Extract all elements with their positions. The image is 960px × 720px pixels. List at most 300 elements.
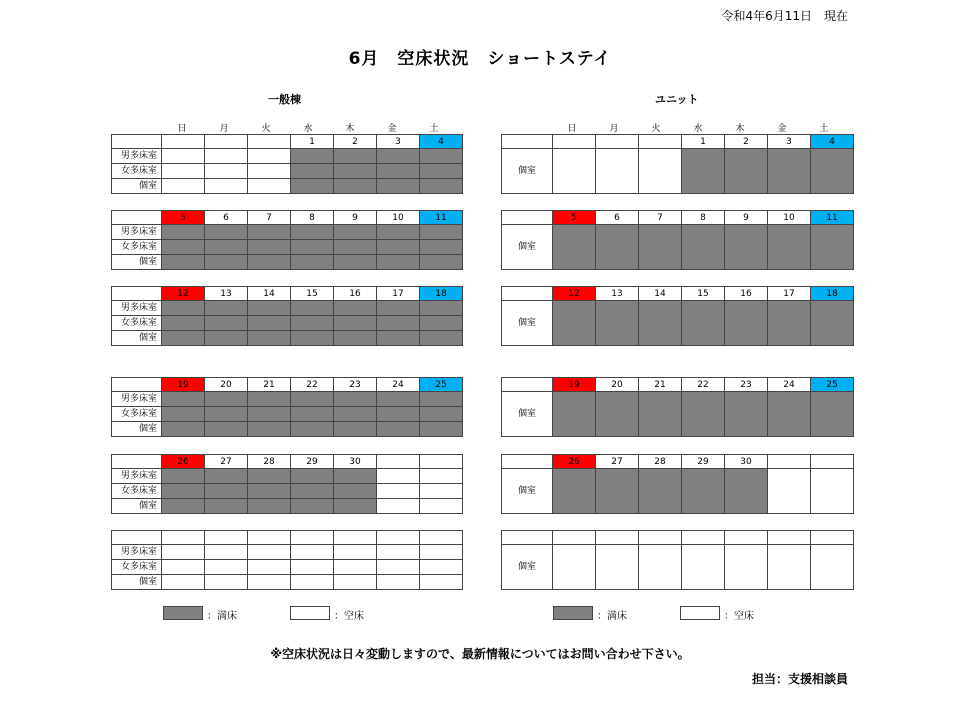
room-type-label: 男多床室	[112, 545, 162, 560]
full-bed-cell	[162, 316, 205, 331]
day-number-cell	[553, 531, 596, 545]
vacant-bed-cell	[248, 164, 291, 179]
full-bed-cell	[248, 499, 291, 514]
full-bed-cell	[377, 149, 420, 164]
general-week-table	[111, 286, 463, 346]
room-type-label: 個室	[112, 499, 162, 514]
day-number-cell	[205, 531, 248, 545]
full-bed-cell	[420, 392, 463, 407]
full-bed-cell	[162, 392, 205, 407]
day-number-cell	[639, 531, 682, 545]
full-bed-cell	[291, 179, 334, 194]
legend-full-label: ：満床	[207, 611, 237, 622]
day-number-cell: 20	[596, 378, 639, 392]
day-number-cell	[420, 455, 463, 469]
day-number-cell: 27	[205, 455, 248, 469]
day-number-cell: 30	[334, 455, 377, 469]
header-blank-cell	[112, 378, 162, 392]
full-bed-cell	[725, 392, 768, 437]
full-bed-cell	[682, 225, 725, 270]
unit-week-table	[501, 134, 854, 194]
full-bed-cell	[811, 301, 854, 346]
vacant-bed-cell	[420, 469, 463, 484]
day-number-cell: 8	[682, 211, 725, 225]
day-number-cell	[248, 531, 291, 545]
day-number-cell: 15	[682, 287, 725, 301]
unit-week-table	[501, 454, 854, 514]
vacant-bed-cell	[334, 545, 377, 560]
full-bed-cell	[205, 301, 248, 316]
full-bed-cell	[377, 179, 420, 194]
header-blank-cell	[502, 378, 553, 392]
full-bed-cell	[291, 422, 334, 437]
day-number-cell	[768, 455, 811, 469]
day-number-cell: 5	[162, 211, 205, 225]
vacant-bed-cell	[768, 469, 811, 514]
day-number-cell	[377, 455, 420, 469]
full-bed-cell	[248, 255, 291, 270]
header-blank-cell	[502, 135, 553, 149]
full-bed-cell	[377, 422, 420, 437]
vacant-bed-cell	[420, 499, 463, 514]
full-bed-cell	[248, 392, 291, 407]
general-week-table	[111, 454, 463, 514]
header-blank-cell	[112, 287, 162, 301]
header-blank-cell	[112, 455, 162, 469]
day-number-cell: 4	[420, 135, 463, 149]
vacant-bed-cell	[811, 469, 854, 514]
room-type-label: 女多床室	[112, 407, 162, 422]
weekday-label: 土	[819, 124, 829, 134]
vacant-bed-cell	[377, 575, 420, 590]
full-bed-cell	[248, 422, 291, 437]
full-bed-cell	[334, 422, 377, 437]
day-number-cell	[420, 531, 463, 545]
full-bed-cell	[768, 301, 811, 346]
full-bed-cell	[334, 331, 377, 346]
day-number-cell: 13	[596, 287, 639, 301]
legend-empty-swatch	[290, 606, 330, 620]
vacant-bed-cell	[768, 545, 811, 590]
full-bed-cell	[596, 225, 639, 270]
room-type-label: 個室	[502, 469, 553, 514]
full-bed-cell	[420, 255, 463, 270]
vacant-bed-cell	[639, 545, 682, 590]
full-bed-cell	[420, 407, 463, 422]
full-bed-cell	[334, 255, 377, 270]
full-bed-cell	[420, 422, 463, 437]
vacant-bed-cell	[248, 149, 291, 164]
full-bed-cell	[725, 301, 768, 346]
full-bed-cell	[553, 225, 596, 270]
full-bed-cell	[248, 240, 291, 255]
full-bed-cell	[248, 484, 291, 499]
day-number-cell	[682, 531, 725, 545]
full-bed-cell	[291, 301, 334, 316]
day-number-cell: 15	[291, 287, 334, 301]
full-bed-cell	[162, 484, 205, 499]
full-bed-cell	[553, 392, 596, 437]
room-type-label: 個室	[502, 225, 553, 270]
full-bed-cell	[768, 225, 811, 270]
day-number-cell: 18	[811, 287, 854, 301]
full-bed-cell	[596, 469, 639, 514]
general-week-table	[111, 210, 463, 270]
room-type-label: 男多床室	[112, 225, 162, 240]
room-type-label: 男多床室	[112, 149, 162, 164]
vacant-bed-cell	[553, 149, 596, 194]
weekday-label: 火	[261, 124, 271, 134]
day-number-cell: 5	[553, 211, 596, 225]
room-type-label: 女多床室	[112, 316, 162, 331]
full-bed-cell	[291, 164, 334, 179]
full-bed-cell	[248, 407, 291, 422]
day-number-cell: 14	[639, 287, 682, 301]
vacant-bed-cell	[553, 545, 596, 590]
full-bed-cell	[205, 392, 248, 407]
day-number-cell: 19	[162, 378, 205, 392]
vacant-bed-cell	[334, 575, 377, 590]
day-number-cell: 3	[377, 135, 420, 149]
vacant-bed-cell	[205, 545, 248, 560]
room-type-label: 個室	[502, 301, 553, 346]
full-bed-cell	[639, 469, 682, 514]
weekday-label: 金	[387, 124, 397, 134]
full-bed-cell	[420, 240, 463, 255]
full-bed-cell	[420, 164, 463, 179]
general-week-table	[111, 377, 463, 437]
room-type-label: 個室	[112, 575, 162, 590]
day-number-cell: 2	[725, 135, 768, 149]
full-bed-cell	[248, 316, 291, 331]
full-bed-cell	[291, 225, 334, 240]
full-bed-cell	[334, 316, 377, 331]
day-number-cell: 24	[768, 378, 811, 392]
full-bed-cell	[377, 240, 420, 255]
full-bed-cell	[291, 149, 334, 164]
day-number-cell: 10	[377, 211, 420, 225]
day-number-cell: 16	[725, 287, 768, 301]
vacant-bed-cell	[596, 545, 639, 590]
vacant-bed-cell	[248, 560, 291, 575]
vacant-bed-cell	[162, 164, 205, 179]
day-number-cell: 23	[725, 378, 768, 392]
full-bed-cell	[377, 392, 420, 407]
vacant-bed-cell	[420, 484, 463, 499]
day-number-cell: 29	[291, 455, 334, 469]
weekday-label: 水	[303, 124, 313, 134]
day-number-cell: 1	[682, 135, 725, 149]
vacant-bed-cell	[420, 575, 463, 590]
weekday-label: 月	[609, 124, 619, 134]
vacant-bed-cell	[377, 499, 420, 514]
legend-empty-label: ：空床	[334, 611, 364, 622]
weekday-label: 月	[219, 124, 229, 134]
day-number-cell	[205, 135, 248, 149]
full-bed-cell	[553, 301, 596, 346]
full-bed-cell	[377, 407, 420, 422]
full-bed-cell	[291, 484, 334, 499]
full-bed-cell	[291, 331, 334, 346]
full-bed-cell	[162, 499, 205, 514]
full-bed-cell	[205, 484, 248, 499]
day-number-cell	[162, 135, 205, 149]
full-bed-cell	[334, 225, 377, 240]
full-bed-cell	[162, 301, 205, 316]
full-bed-cell	[420, 225, 463, 240]
day-number-cell: 4	[811, 135, 854, 149]
full-bed-cell	[162, 255, 205, 270]
full-bed-cell	[334, 469, 377, 484]
vacant-bed-cell	[162, 545, 205, 560]
day-number-cell	[811, 531, 854, 545]
day-number-cell: 17	[768, 287, 811, 301]
day-number-cell: 24	[377, 378, 420, 392]
legend-full-swatch	[553, 606, 593, 620]
section-title-general: 一般棟	[268, 93, 301, 106]
full-bed-cell	[334, 392, 377, 407]
full-bed-cell	[596, 392, 639, 437]
day-number-cell: 9	[725, 211, 768, 225]
vacant-bed-cell	[205, 575, 248, 590]
day-number-cell: 18	[420, 287, 463, 301]
full-bed-cell	[811, 149, 854, 194]
contact-person: 担当：支援相談員	[751, 672, 848, 686]
full-bed-cell	[334, 149, 377, 164]
day-number-cell	[248, 135, 291, 149]
day-number-cell: 1	[291, 135, 334, 149]
full-bed-cell	[334, 407, 377, 422]
full-bed-cell	[205, 255, 248, 270]
full-bed-cell	[596, 301, 639, 346]
full-bed-cell	[291, 255, 334, 270]
vacant-bed-cell	[205, 179, 248, 194]
day-number-cell	[553, 135, 596, 149]
full-bed-cell	[248, 225, 291, 240]
day-number-cell: 16	[334, 287, 377, 301]
room-type-label: 個室	[112, 255, 162, 270]
header-blank-cell	[112, 135, 162, 149]
vacant-bed-cell	[420, 560, 463, 575]
day-number-cell	[596, 135, 639, 149]
full-bed-cell	[334, 301, 377, 316]
day-number-cell: 3	[768, 135, 811, 149]
full-bed-cell	[377, 301, 420, 316]
vacant-bed-cell	[596, 149, 639, 194]
full-bed-cell	[420, 331, 463, 346]
full-bed-cell	[334, 484, 377, 499]
full-bed-cell	[248, 301, 291, 316]
vacant-bed-cell	[248, 179, 291, 194]
day-number-cell: 7	[639, 211, 682, 225]
weekday-label: 日	[177, 124, 187, 134]
room-type-label: 男多床室	[112, 469, 162, 484]
full-bed-cell	[162, 225, 205, 240]
full-bed-cell	[420, 179, 463, 194]
current-date: 令和4年6月11日 現在	[721, 9, 848, 23]
vacant-bed-cell	[205, 164, 248, 179]
vacant-bed-cell	[420, 545, 463, 560]
full-bed-cell	[162, 331, 205, 346]
day-number-cell: 12	[553, 287, 596, 301]
day-number-cell: 21	[639, 378, 682, 392]
full-bed-cell	[205, 499, 248, 514]
full-bed-cell	[768, 149, 811, 194]
full-bed-cell	[334, 164, 377, 179]
vacant-bed-cell	[162, 149, 205, 164]
full-bed-cell	[682, 301, 725, 346]
room-type-label: 個室	[502, 392, 553, 437]
day-number-cell: 9	[334, 211, 377, 225]
full-bed-cell	[205, 331, 248, 346]
room-type-label: 個室	[112, 422, 162, 437]
day-number-cell: 19	[553, 378, 596, 392]
room-type-label: 女多床室	[112, 560, 162, 575]
full-bed-cell	[291, 407, 334, 422]
full-bed-cell	[248, 331, 291, 346]
full-bed-cell	[377, 255, 420, 270]
day-number-cell	[291, 531, 334, 545]
full-bed-cell	[725, 149, 768, 194]
full-bed-cell	[248, 469, 291, 484]
day-number-cell: 27	[596, 455, 639, 469]
header-blank-cell	[502, 455, 553, 469]
day-number-cell: 29	[682, 455, 725, 469]
full-bed-cell	[334, 179, 377, 194]
vacant-bed-cell	[248, 575, 291, 590]
day-number-cell: 6	[205, 211, 248, 225]
full-bed-cell	[334, 240, 377, 255]
section-title-unit: ユニット	[655, 93, 699, 106]
full-bed-cell	[811, 225, 854, 270]
day-number-cell: 28	[639, 455, 682, 469]
day-number-cell	[811, 455, 854, 469]
unit-week-table	[501, 530, 854, 590]
full-bed-cell	[205, 240, 248, 255]
full-bed-cell	[639, 392, 682, 437]
day-number-cell: 25	[420, 378, 463, 392]
room-type-label: 男多床室	[112, 301, 162, 316]
legend-full-swatch	[163, 606, 203, 620]
vacant-bed-cell	[162, 179, 205, 194]
page-title: 6月 空床状況 ショートステイ	[348, 49, 612, 69]
full-bed-cell	[725, 225, 768, 270]
general-week-table	[111, 134, 463, 194]
day-number-cell	[377, 531, 420, 545]
full-bed-cell	[162, 407, 205, 422]
vacant-bed-cell	[248, 545, 291, 560]
full-bed-cell	[420, 316, 463, 331]
day-number-cell: 8	[291, 211, 334, 225]
day-number-cell: 22	[682, 378, 725, 392]
vacant-bed-cell	[377, 545, 420, 560]
full-bed-cell	[334, 499, 377, 514]
weekday-label: 金	[777, 124, 787, 134]
room-type-label: 女多床室	[112, 484, 162, 499]
full-bed-cell	[291, 499, 334, 514]
vacant-bed-cell	[162, 575, 205, 590]
header-blank-cell	[502, 531, 553, 545]
header-blank-cell	[112, 211, 162, 225]
vacant-bed-cell	[205, 560, 248, 575]
full-bed-cell	[682, 149, 725, 194]
full-bed-cell	[553, 469, 596, 514]
full-bed-cell	[811, 392, 854, 437]
unit-week-table	[501, 286, 854, 346]
full-bed-cell	[682, 469, 725, 514]
day-number-cell: 23	[334, 378, 377, 392]
full-bed-cell	[725, 469, 768, 514]
vacant-bed-cell	[291, 560, 334, 575]
day-number-cell: 11	[811, 211, 854, 225]
full-bed-cell	[291, 392, 334, 407]
day-number-cell	[725, 531, 768, 545]
header-blank-cell	[502, 287, 553, 301]
vacant-bed-cell	[639, 149, 682, 194]
full-bed-cell	[377, 331, 420, 346]
full-bed-cell	[205, 316, 248, 331]
full-bed-cell	[682, 392, 725, 437]
day-number-cell	[596, 531, 639, 545]
full-bed-cell	[291, 316, 334, 331]
day-number-cell: 26	[162, 455, 205, 469]
full-bed-cell	[205, 407, 248, 422]
legend-empty-swatch	[680, 606, 720, 620]
full-bed-cell	[205, 422, 248, 437]
full-bed-cell	[420, 149, 463, 164]
full-bed-cell	[420, 301, 463, 316]
full-bed-cell	[377, 316, 420, 331]
unit-week-table	[501, 210, 854, 270]
day-number-cell: 7	[248, 211, 291, 225]
vacant-bed-cell	[377, 484, 420, 499]
general-week-table	[111, 530, 463, 590]
full-bed-cell	[291, 240, 334, 255]
full-bed-cell	[162, 240, 205, 255]
weekday-label: 水	[693, 124, 703, 134]
full-bed-cell	[291, 469, 334, 484]
day-number-cell: 14	[248, 287, 291, 301]
full-bed-cell	[768, 392, 811, 437]
room-type-label: 男多床室	[112, 392, 162, 407]
day-number-cell: 13	[205, 287, 248, 301]
room-type-label: 個室	[112, 331, 162, 346]
vacant-bed-cell	[291, 545, 334, 560]
legend-empty-label: ：空床	[724, 611, 754, 622]
vacant-bed-cell	[682, 545, 725, 590]
day-number-cell: 11	[420, 211, 463, 225]
vacant-bed-cell	[291, 575, 334, 590]
availability-note: ※空床状況は日々変動しますので、最新情報についてはお問い合わせ下さい。	[270, 647, 690, 661]
day-number-cell: 22	[291, 378, 334, 392]
vacant-bed-cell	[205, 149, 248, 164]
weekday-label: 木	[735, 124, 745, 134]
vacant-bed-cell	[334, 560, 377, 575]
day-number-cell: 10	[768, 211, 811, 225]
day-number-cell: 30	[725, 455, 768, 469]
day-number-cell: 20	[205, 378, 248, 392]
full-bed-cell	[205, 469, 248, 484]
full-bed-cell	[377, 164, 420, 179]
vacant-bed-cell	[377, 560, 420, 575]
day-number-cell	[768, 531, 811, 545]
weekday-label: 日	[567, 124, 577, 134]
weekday-label: 木	[345, 124, 355, 134]
vacant-bed-cell	[162, 560, 205, 575]
day-number-cell: 2	[334, 135, 377, 149]
header-blank-cell	[502, 211, 553, 225]
day-number-cell: 25	[811, 378, 854, 392]
